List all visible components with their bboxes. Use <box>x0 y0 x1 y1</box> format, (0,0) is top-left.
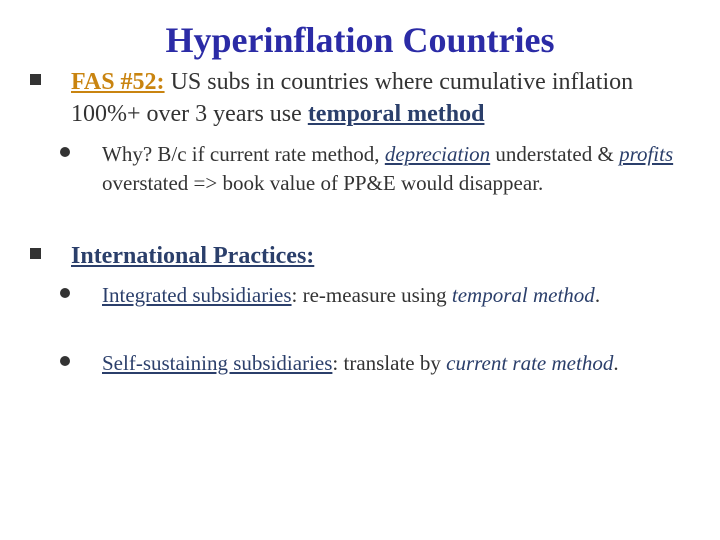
subbullet-self-sustaining <box>102 349 702 378</box>
bullet-fas52-text <box>71 66 701 130</box>
round-bullet-icon <box>60 356 70 366</box>
fas52-label: FAS #52: <box>71 69 165 95</box>
integrated-label: Integrated subsidiaries <box>102 283 292 307</box>
integrated-end: . <box>594 283 601 307</box>
depreciation-word: depreciation <box>384 142 491 166</box>
slide-title: Hyperinflation Countries <box>165 20 555 60</box>
fas52-body: US subs in countries where cumulative inflation 100%+ over 3 years use <box>71 69 634 127</box>
integrated-method: temporal method <box>451 283 595 307</box>
subbullet-integrated <box>102 281 702 310</box>
fas52-emphasis: temporal method <box>307 101 485 127</box>
square-bullet-icon <box>30 74 41 85</box>
self-sustaining-label: Self-sustaining subsidiaries <box>102 351 333 375</box>
self-sustaining-method: current rate method <box>446 351 614 375</box>
international-label: International Practices: <box>71 243 315 269</box>
subbullet-why <box>102 140 702 198</box>
round-bullet-icon <box>60 147 70 157</box>
integrated-text: : re-measure using <box>291 283 452 307</box>
why-text-2: understated & <box>490 142 620 166</box>
profits-word: profits <box>619 142 674 166</box>
square-bullet-icon <box>30 248 41 259</box>
why-text-1: Why? B/c if current rate method, <box>102 142 385 166</box>
round-bullet-icon <box>60 288 70 298</box>
why-text-3: overstated => book value of PP&E would disappear. <box>102 171 544 195</box>
bullet-international-text <box>71 240 701 272</box>
self-sustaining-end: . <box>613 351 619 375</box>
self-sustaining-text: : translate by <box>332 351 447 375</box>
